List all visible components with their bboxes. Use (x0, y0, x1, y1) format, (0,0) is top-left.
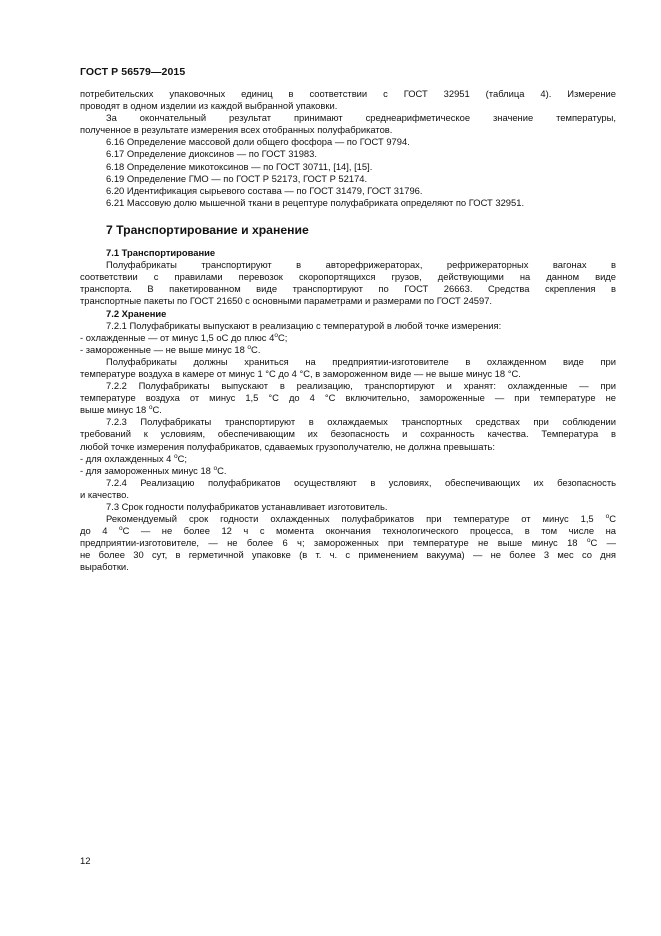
paragraph-line: не более 30 сут, в герметичной упаковке (в т. ч. с применением вакуума) — не более 3 мес со дня (80, 549, 616, 561)
list-item-frozen: - замороженные — не выше минус 18 $^о$С. (80, 343, 261, 355)
clause-7-3: 7.3 Срок годности полуфабрикатов устанавливает изготовитель. (106, 501, 388, 512)
degree-sign: о (605, 513, 610, 521)
clause-6-16: 6.16 Определение массовой доли общего фосфора — по ГОСТ 9794. (106, 136, 410, 148)
section-7-heading: 7 Транспортирование и хранение (106, 222, 309, 237)
clause-6-19: 6.19 Определение ГМО — по ГОСТ Р 52173, ГОСТ Р 52174. (106, 172, 368, 184)
list-item-frozen: - для замороженных минус 18 $^о$С. (80, 464, 227, 476)
paragraph-line: проводят в одном изделии из каждой выбранной упаковки. (80, 100, 338, 112)
clause-7-2-1: 7.2.1 Полуфабрикаты выпускают в реализацию с температурой в любой точке измерения: (106, 319, 502, 331)
degree-sign: о (247, 343, 252, 351)
degree-sign: о (586, 537, 591, 545)
subsection-7-2-heading: 7.2 Хранение (106, 307, 167, 319)
document-body (80, 88, 616, 574)
paragraph-line: За окончательный результат принимают среднеарифметическое значение температуры, (106, 112, 616, 124)
paragraph-line: выработки. (80, 561, 129, 573)
clause-6-17: 6.17 Определение диоксинов — по ГОСТ 31983. (106, 148, 317, 160)
paragraph-line: транспорта. В пакетированном виде транспортируют по ГОСТ 26663. Средства скрепления в (80, 283, 616, 295)
paragraph-line: предприятии-изготовителе, — не более 6 ч; замороженных при температуре не выше минус 18 $^о$С — (80, 537, 616, 549)
paragraph-line: температуре воздуха от минус 1,5 °С до 4 °С включительно, замороженные — при температуре не (80, 392, 616, 404)
paragraph-line: и качество. (80, 488, 129, 500)
degree-sign: о (274, 331, 278, 339)
degree-sign: о (174, 452, 178, 460)
page-number: 12 (80, 856, 91, 867)
degree-sign: о (148, 404, 153, 412)
document-header: ГОСТ Р 56579—2015 (80, 66, 186, 78)
paragraph-line: соответствии с правилами перевозок скоропортящихся грузов, действующими на данном виде (80, 271, 616, 283)
clause-6-20: 6.20 Идентификация сырьевого состава — по ГОСТ 31479, ГОСТ 31796. (106, 184, 423, 196)
clause-7-2-4: 7.2.4 Реализацию полуфабрикатов осуществляют в условиях, обеспечивающих их безопасность (106, 476, 616, 488)
paragraph-line: до 4 $^о$С — не более 12 ч с момента окончания технологического процесса, в том числе на (80, 525, 617, 537)
paragraph-line: любой точке измерения полуфабрикатов, сдаваемых грузополучателю, не должна превышать: (80, 440, 495, 452)
clause-6-18: 6.18 Определение микотоксинов — по ГОСТ 30711, [14], [15]. (106, 160, 373, 172)
list-item-chilled: - охлажденные — от минус 1,5 оС до плюс $4^оС$; (80, 331, 288, 343)
paragraph-line: полученное в результате измерения всех отобранных полуфабрикатов. (80, 124, 393, 136)
degree-sign: о (118, 525, 123, 533)
paragraph-line: Полуфабрикаты должны храниться на предприятии-изготовителе в охлажденном виде при (106, 355, 616, 367)
paragraph-line: Полуфабрикаты транспортируют в авторефрижераторах, рефрижераторных вагонах в (106, 259, 616, 271)
paragraph-line: температуре воздуха в камере от минус 1 °С до 4 °С, в замороженном виде — не выше минус 18 °С. (80, 367, 521, 379)
paragraph-line: Рекомендуемый срок годности охлажденных полуфабрикатов при температуре от минус 1,5 $^о$С (106, 513, 616, 525)
paragraph-line: транспортные пакеты по ГОСТ 21650 с основными параметрами и размерами по ГОСТ 24597. (80, 295, 493, 307)
clause-6-21: 6.21 Массовую долю мышечной ткани в рецептуре полуфабриката определяют по ГОСТ 32951. (106, 196, 525, 208)
paragraph-line: потребительских упаковочных единиц в соответствии с ГОСТ 32951 (таблица 4). Измерение (80, 88, 616, 99)
subsection-7-1-heading: 7.1 Транспортирование (106, 247, 216, 259)
clause-7-2-3: 7.2.3 Полуфабрикаты транспортируют в охлаждаемых транспортных средствах при соблюдении (106, 416, 616, 428)
paragraph-line: требований к условиям, обеспечивающим их безопасность и сохранность качества. Температура в (80, 428, 616, 440)
list-item-chilled: - для охлажденных 4 $^о$С; (80, 452, 187, 464)
degree-sign: о (213, 464, 218, 472)
paragraph-line: выше минус 18 $^о$С. (80, 404, 162, 416)
clause-7-2-2: 7.2.2 Полуфабрикаты выпускают в реализацию, транспортируют и хранят: охлажденные — при (106, 380, 616, 392)
